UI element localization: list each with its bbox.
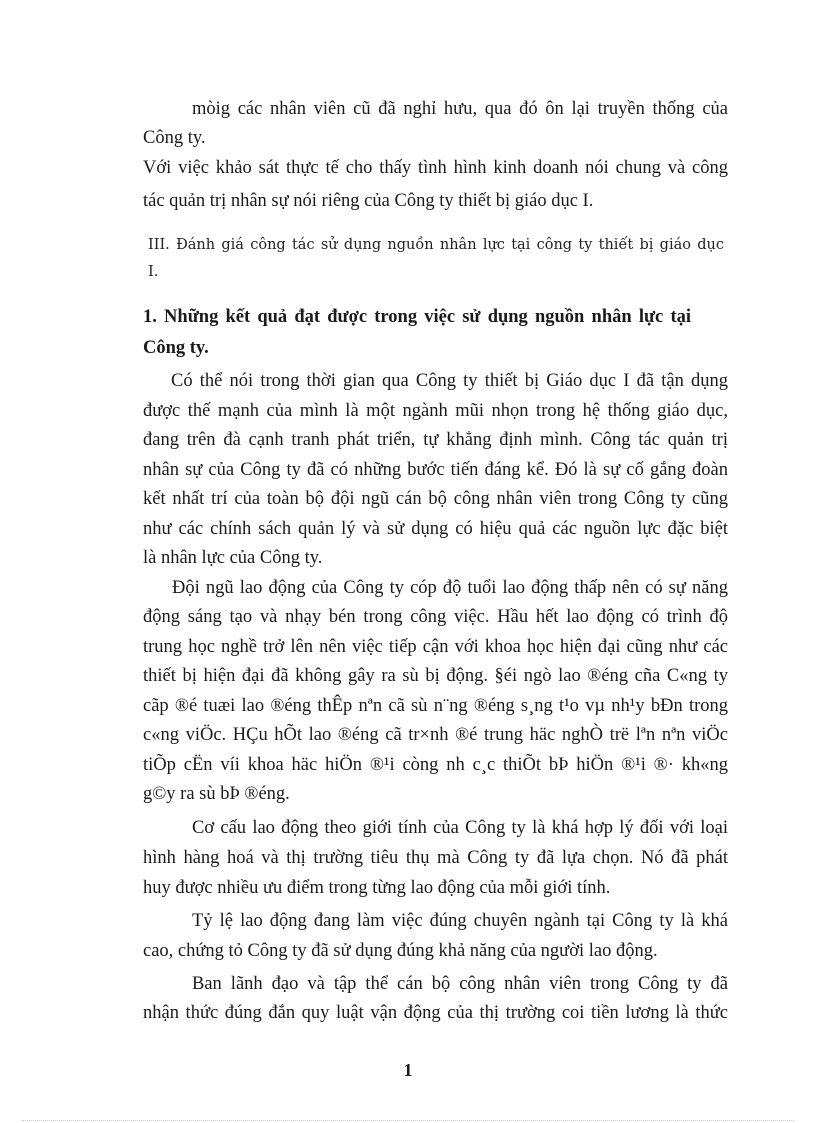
- body-text-line: là nhân lực của Công ty.: [143, 548, 323, 568]
- body-text-line: huy được nhiều ưu điểm trong từng lao động của mỗi giới tính.: [143, 878, 611, 898]
- body-text-line: mòig các nhân viên cũ đã nghỉ hưu, qua đó ôn lại truyền thống của: [192, 99, 728, 119]
- body-text-line: hình hàng hoá và thị trường tiêu thụ mà Công ty đã lựa chọn. Nó đã phát: [143, 848, 728, 868]
- body-text-line: cao, chứng tỏ Công ty đã sử dụng đúng khả năng của người lao động.: [143, 941, 658, 961]
- section-heading: III. Đánh giá công tác sử dụng nguồn nhân lực tại công ty thiết bị giáo dục: [148, 237, 724, 253]
- body-text-line: Tỷ lệ lao động đang làm việc đúng chuyên ngành tại Công ty là khá: [192, 911, 728, 931]
- body-text-line: nhân sự của Công ty đã có những bước tiến đáng kể. Đó là sự cố gắng đoàn: [143, 460, 728, 480]
- body-text-line: Có thể nói trong thời gian qua Công ty thiết bị Giáo dục I đã tận dụng: [171, 371, 728, 391]
- subsection-heading: 1. Những kết quả đạt được trong việc sử dụng nguồn nhân lực tại: [143, 307, 691, 327]
- garbled-text-line: g©y ra sù bÞ ®éng.: [143, 784, 290, 804]
- body-text-line: Ban lãnh đạo và tập thể cán bộ công nhân viên trong Công ty đã: [192, 974, 728, 994]
- page-number: 1: [403, 1060, 413, 1080]
- body-text-line: nhận thức đúng đắn quy luật vận động của thị trường coi tiền lương là thức: [143, 1003, 728, 1023]
- body-text-line: như các chính sách quản lý và sử dụng có hiệu quả các nguồn lực đặc biệt: [143, 519, 728, 539]
- body-text-line: động sáng tạo và nhạy bén trong công việc. Hầu hết lao động có trình độ: [143, 607, 728, 627]
- section-heading-cont: I.: [148, 264, 159, 280]
- body-text-line: thiết bị hiện đại đã không gây ra sù bị động. §éi ngò lao ®éng cña C«ng ty: [143, 666, 728, 686]
- body-text-line: đang trên đà cạnh tranh phát triển, tự khẳng định mình. Công tác quản trị: [143, 430, 728, 450]
- body-text-line: trung học nghề trở lên nên việc tiếp cận với khoa học hiện đại cũng như các: [143, 637, 728, 657]
- garbled-text-line: c«ng viÖc. HÇu hÕt lao ®éng cã tr×nh ®é trung häc nghÒ trë lªn nªn viÖc: [143, 725, 728, 745]
- subsection-heading-cont: Công ty.: [143, 338, 209, 358]
- body-text-line: Công ty.: [143, 128, 206, 148]
- body-text-line: Cơ cấu lao động theo giới tính của Công ty là khá hợp lý đối với loại: [192, 818, 728, 838]
- body-text-line: kết nhất trí của toàn bộ đội ngũ cán bộ công nhân viên trong Công ty cũng: [143, 489, 728, 509]
- garbled-text-line: tiÕp cËn víi khoa häc hiÖn ®¹i còng nh c¸c thiÕt bÞ hiÖn ®¹i ®· kh«ng: [143, 755, 728, 775]
- body-text-line: Với việc khảo sát thực tế cho thấy tình hình kinh doanh nói chung và công: [143, 158, 728, 178]
- page-bottom-divider: [22, 1120, 794, 1121]
- garbled-text-line: cãp ®é tuæi lao ®éng thÊp nªn cã sù n¨ng ®éng s¸ng t¹o vµ nh¹y bÐn trong: [143, 696, 728, 716]
- body-text-line: tác quản trị nhân sự nói riêng của Công ty thiết bị giáo dục I.: [143, 191, 594, 211]
- body-text-line: Đội ngũ lao động của Công ty cóp độ tuổi lao động thấp nên có sự năng: [172, 578, 728, 598]
- body-text-line: được thế mạnh của mình là một ngành mũi nhọn trong hệ thống giáo dục,: [143, 401, 728, 421]
